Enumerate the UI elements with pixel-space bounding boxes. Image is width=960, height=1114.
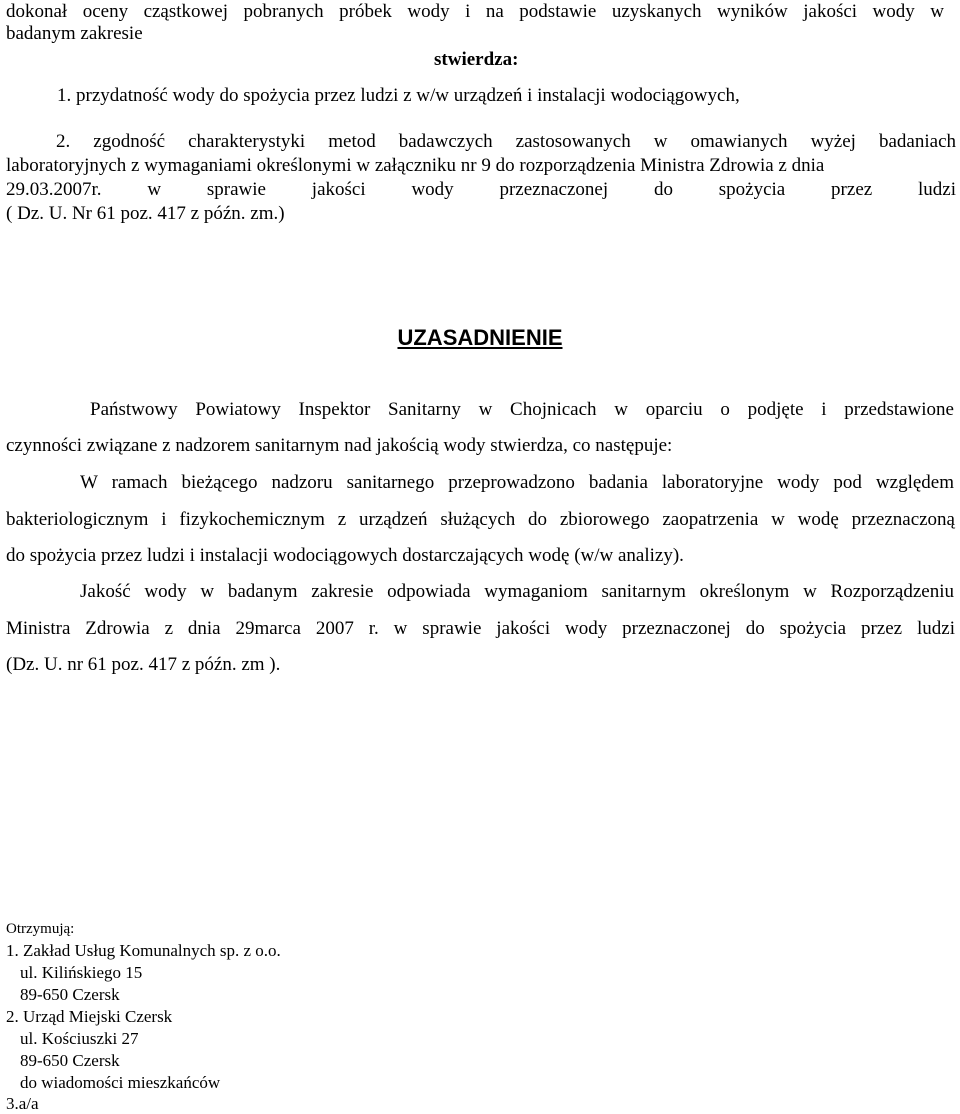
recipient-1-city: 89-650 Czersk	[20, 985, 120, 1004]
uzasadnienie-line-2: czynności związane z nadzorem sanitarnym nad jakością wody stwierdza, co następuje:	[6, 435, 673, 456]
uzasadnienie-line-5: do spożycia przez ludzi i instalacji wodociągowych dostarczających wodę (w/w analizy).	[6, 545, 684, 566]
stwierdza-label: stwierdza:	[434, 49, 519, 70]
finding-item-2-line-3: 29.03.2007r. w sprawie jakości wody przeznaczonej do spożycia przez ludzi	[6, 179, 956, 200]
uzasadnienie-line-8: (Dz. U. nr 61 poz. 417 z późn. zm ).	[6, 654, 281, 675]
uzasadnienie-heading: UZASADNIENIE	[397, 325, 563, 350]
recipient-1-street: ul. Kilińskiego 15	[20, 963, 143, 982]
uzasadnienie-line-4: bakteriologicznym i fizykochemicznym z urządzeń służących do zbiorowego zaopatrzenia w wodę przeznaczoną	[6, 509, 955, 530]
uzasadnienie-line-7: Ministra Zdrowia z dnia 29marca 2007 r. w sprawie jakości wody przeznaczonej do spożycia przez ludzi	[6, 618, 955, 639]
finding-item-2-line-1: 2. zgodność charakterystyki metod badawczych zastosowanych w omawianych wyżej badaniach	[56, 131, 956, 152]
finding-item-1: 1. przydatność wody do spożycia przez ludzi z w/w urządzeń i instalacji wodociągowych,	[57, 85, 740, 106]
recipient-2-street: ul. Kościuszki 27	[20, 1029, 139, 1048]
uzasadnienie-line-6: Jakość wody w badanym zakresie odpowiada wymaganiom sanitarnym określonym w Rozporządzeniu	[80, 581, 954, 602]
uzasadnienie-line-3: W ramach bieżącego nadzoru sanitarnego przeprowadzono badania laboratoryjne wody pod względem	[80, 472, 954, 493]
recipient-2-name: 2. Urząd Miejski Czersk	[6, 1007, 173, 1026]
recipient-2-city: 89-650 Czersk	[20, 1051, 120, 1070]
finding-item-2-line-4: ( Dz. U. Nr 61 poz. 417 z późn. zm.)	[6, 203, 285, 224]
intro-line-2: badanym zakresie	[6, 23, 143, 44]
recipient-3: 3.a/a	[6, 1094, 39, 1113]
recipient-1-name: 1. Zakład Usług Komunalnych sp. z o.o.	[6, 941, 281, 960]
recipient-info-residents: do wiadomości mieszkańców	[20, 1073, 221, 1092]
recipients-title: Otrzymują:	[6, 921, 75, 937]
finding-item-2-line-2: laboratoryjnych z wymaganiami określonymi w załączniku nr 9 do rozporządzenia Ministra Zdrowia z dnia	[6, 155, 825, 176]
uzasadnienie-line-1: Państwowy Powiatowy Inspektor Sanitarny w Chojnicach w oparciu o podjęte i przedstawione	[90, 399, 954, 420]
intro-line-1: dokonał oceny cząstkowej pobranych próbek wody i na podstawie uzyskanych wyników jakości wody w	[6, 1, 944, 22]
